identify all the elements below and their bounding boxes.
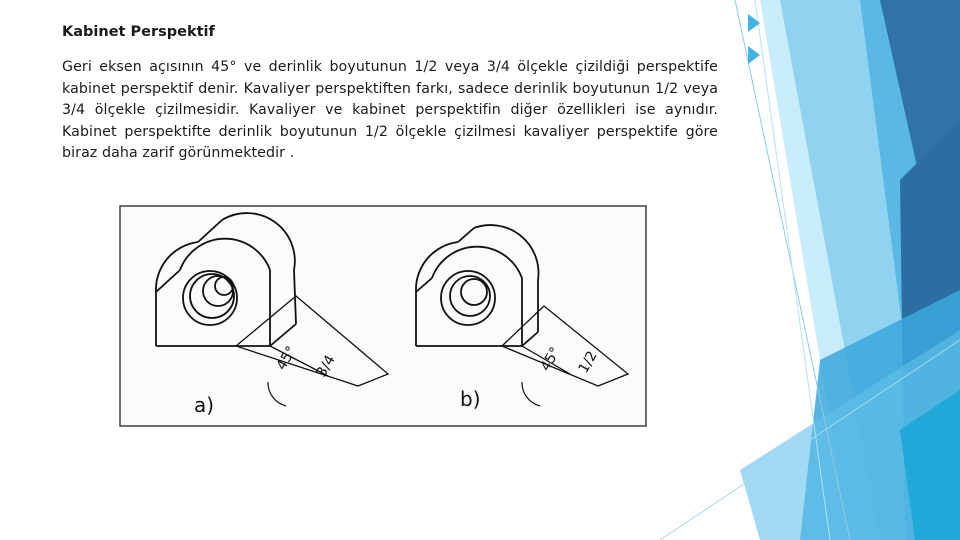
slide-paragraph: Geri eksen açısının 45° ve derinlik boyutunun 1/2 veya 3/4 ölçekle çizildiği perspektife kabinet perspektif denir. Kavaliyer perspektiften farkı, sadece derinlik boyutunun 1/2 veya 3/4 ölçekle çizilmesidir. Kavaliyer ve kabinet perspektifin diğer özellikleri ise aynıdır. Kabinet perspektifte derinlik boyutunun 1/2 ölçekle çizilmesi kavaliyer perspektife göre biraz daha zarif görünmektedir . <box>62 59 718 161</box>
slide-title: Kabinet Perspektif <box>62 24 215 40</box>
panel-b-label: b) <box>460 387 481 411</box>
bullet-triangle-icon <box>748 46 760 64</box>
panel-a-label: a) <box>194 393 215 417</box>
panel-b-angle: 45° <box>537 344 564 374</box>
panel-a-angle: 45° <box>273 343 300 373</box>
panel-a-ratio: 3/4 <box>313 352 339 380</box>
panel-b-ratio: 1/2 <box>575 348 601 376</box>
bullet-triangle-icon <box>748 14 760 32</box>
perspective-figure <box>118 196 648 428</box>
